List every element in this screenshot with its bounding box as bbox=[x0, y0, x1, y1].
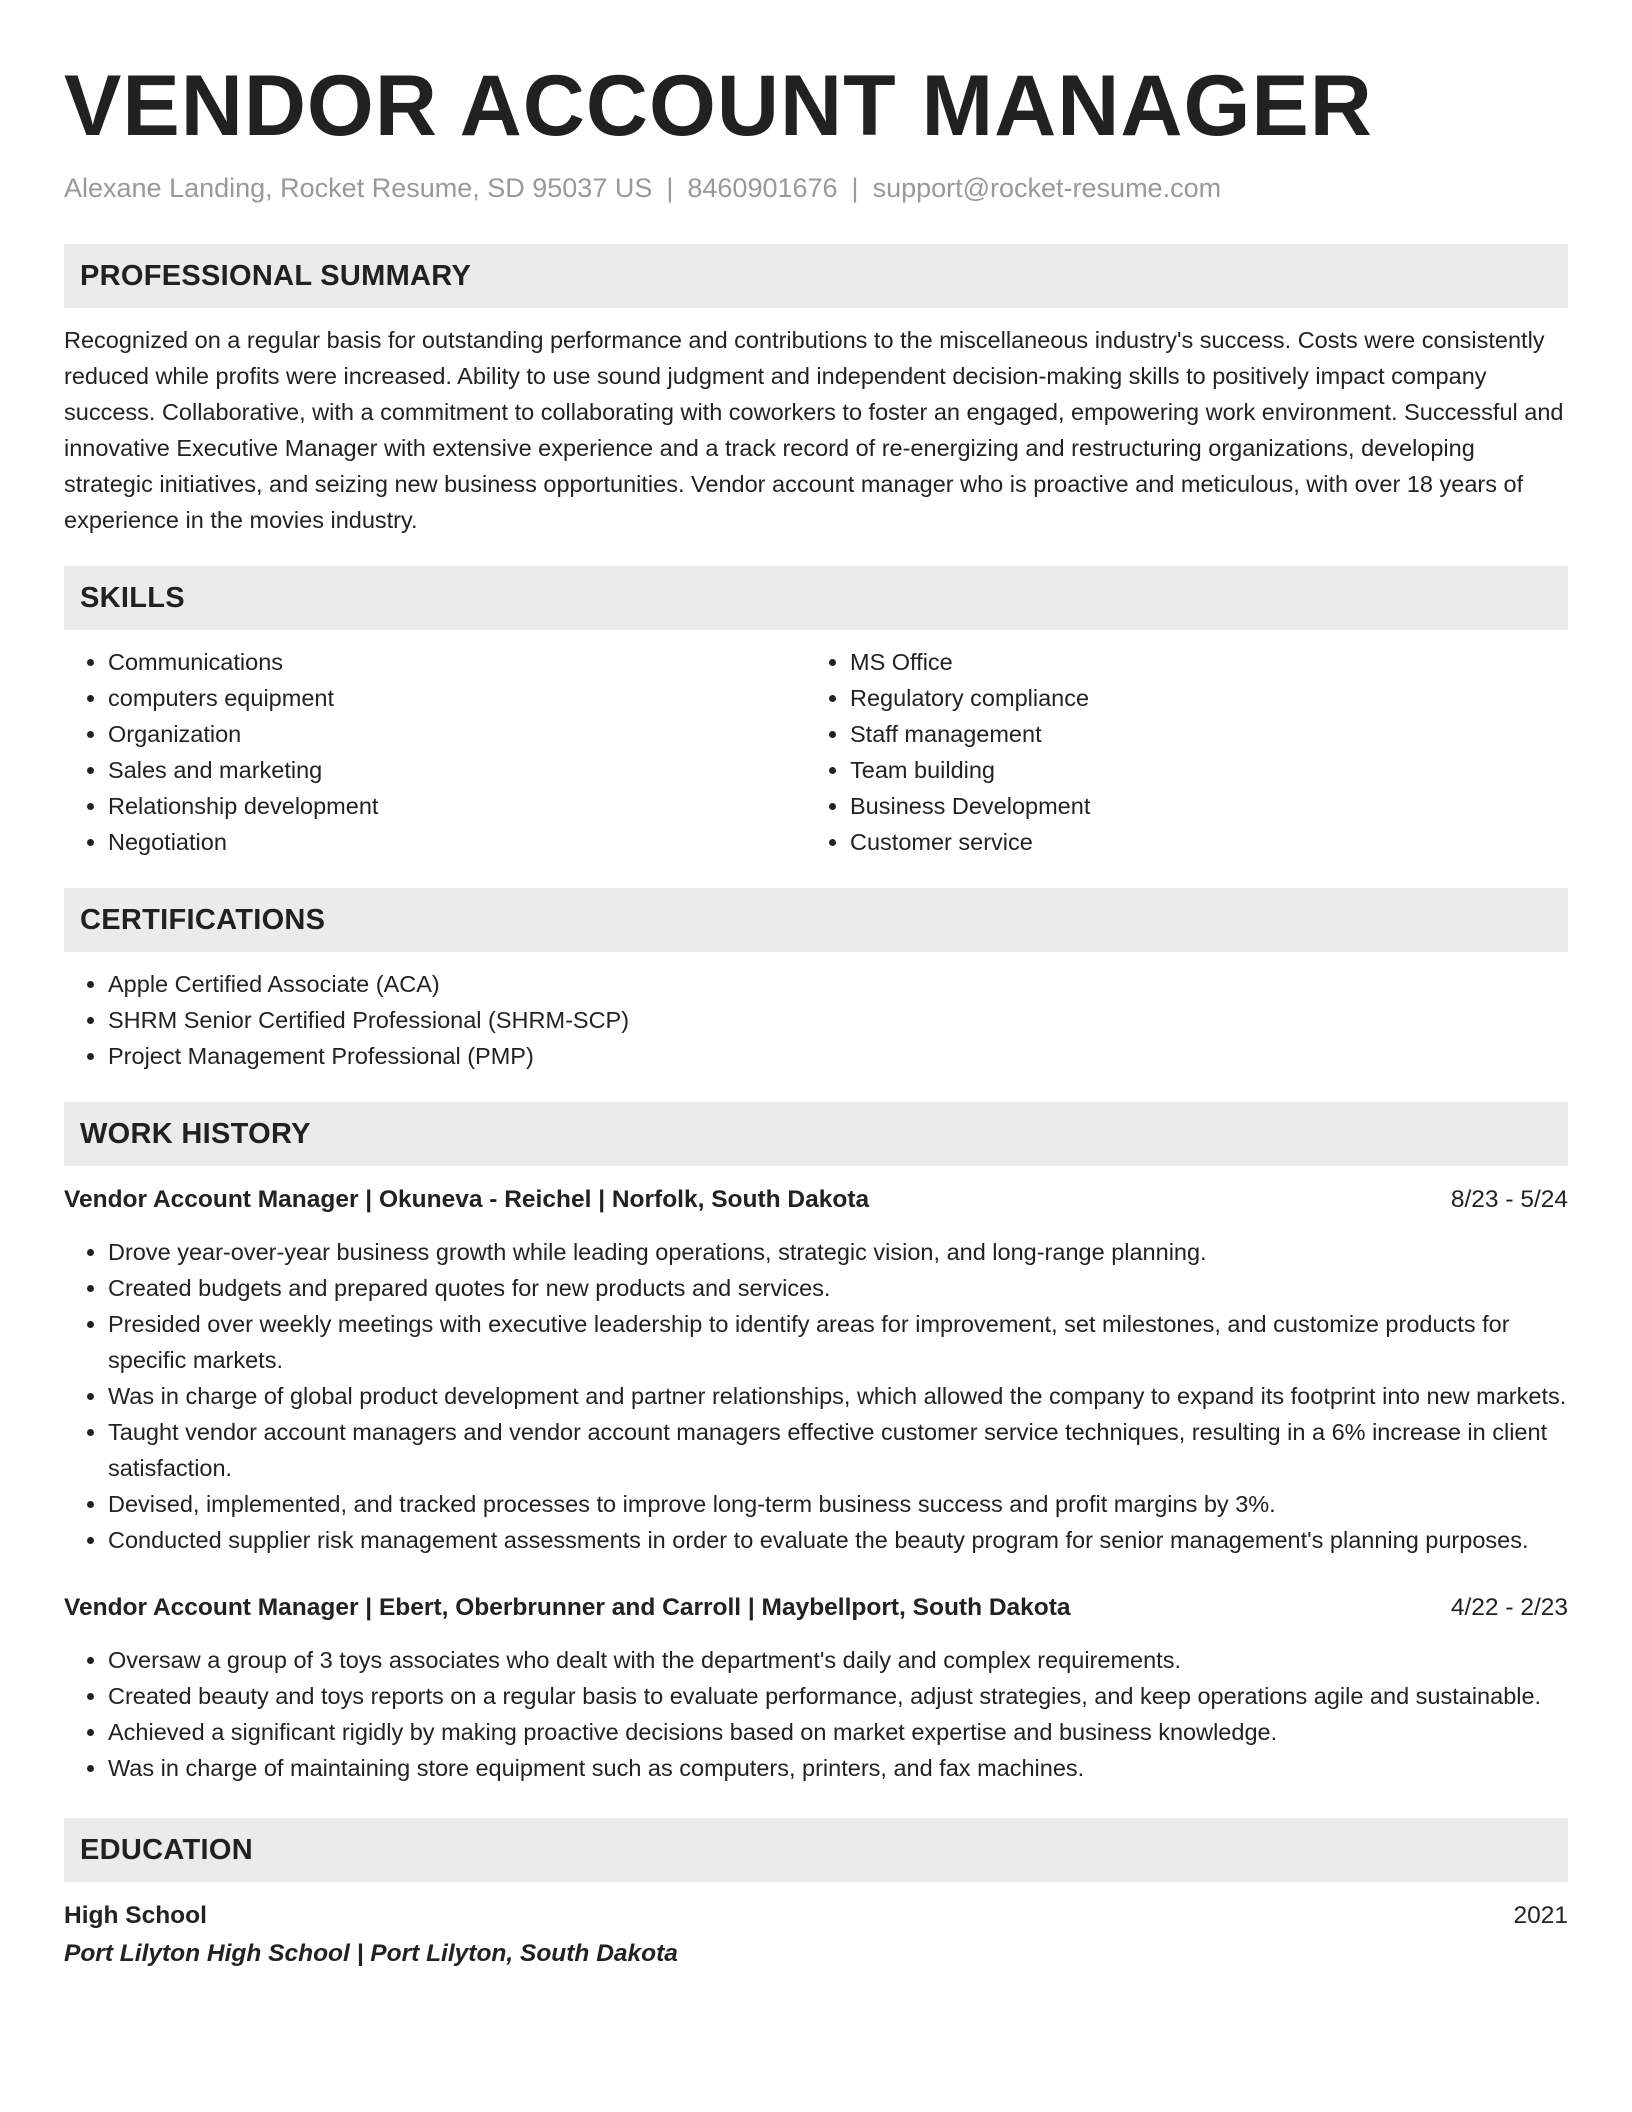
work-history-list bbox=[64, 1182, 1568, 1786]
job-dates: 8/23 - 5/24 bbox=[1450, 1186, 1568, 1213]
skill-item: • Team building bbox=[850, 752, 1548, 788]
job-entry bbox=[64, 1182, 1568, 1558]
job-bullet-list bbox=[64, 1234, 1568, 1558]
job-bullet: • Taught vendor account managers and vendor account managers effective customer service techniques, resulting in a 6% increase in client satisfaction. bbox=[108, 1414, 1568, 1486]
job-bullet: • Was in charge of maintaining store equipment such as computers, printers, and fax machines. bbox=[108, 1750, 1568, 1786]
certification-item: • Apple Certified Associate (ACA) bbox=[108, 966, 1568, 1002]
education-header bbox=[64, 1898, 1568, 1934]
skills-column-left bbox=[64, 644, 806, 860]
contact-address: Alexane Landing, Rocket Resume, SD 95037 US bbox=[64, 173, 653, 203]
job-bullet: • Presided over weekly meetings with executive leadership to identify areas for improvement, set milestones, and customize products for specific markets. bbox=[108, 1306, 1568, 1378]
section-header-skills: SKILLS bbox=[64, 566, 1568, 630]
skill-item: • Relationship development bbox=[108, 788, 806, 824]
section-header-work-history: WORK HISTORY bbox=[64, 1102, 1568, 1166]
job-bullet: • Devised, implemented, and tracked processes to improve long-term business success and profit margins by 3%. bbox=[108, 1486, 1568, 1522]
job-dates: 4/22 - 2/23 bbox=[1450, 1594, 1568, 1621]
skill-item: • MS Office bbox=[850, 644, 1548, 680]
job-bullet: • Drove year-over-year business growth while leading operations, strategic vision, and long-range planning. bbox=[108, 1234, 1568, 1270]
job-bullet: • Conducted supplier risk management assessments in order to evaluate the beauty program for senior management's planning purposes. bbox=[108, 1522, 1568, 1558]
education-school: Port Lilyton High School | Port Lilyton, South Dakota bbox=[64, 1940, 678, 1967]
skill-item: • Communications bbox=[108, 644, 806, 680]
contact-line bbox=[64, 170, 1568, 206]
job-bullet-list bbox=[64, 1642, 1568, 1786]
skill-item: • Negotiation bbox=[108, 824, 806, 860]
job-bullet: • Was in charge of global product development and partner relationships, which allowed the company to expand its footprint into new markets. bbox=[108, 1378, 1568, 1414]
education-degree: High School bbox=[64, 1902, 207, 1929]
skill-item: • Organization bbox=[108, 716, 806, 752]
job-bullet: • Created beauty and toys reports on a regular basis to evaluate performance, adjust strategies, and keep operations agile and sustainable. bbox=[108, 1678, 1568, 1714]
skill-item: • Customer service bbox=[850, 824, 1548, 860]
skills-list bbox=[64, 644, 1568, 860]
job-title: Vendor Account Manager | Okuneva - Reichel | Norfolk, South Dakota bbox=[64, 1186, 870, 1213]
job-bullet: • Created budgets and prepared quotes for new products and services. bbox=[108, 1270, 1568, 1306]
job-title: Vendor Account Manager | Ebert, Oberbrunner and Carroll | Maybellport, South Dakota bbox=[64, 1594, 1071, 1621]
skill-item: • Business Development bbox=[850, 788, 1548, 824]
summary-text: Recognized on a regular basis for outstanding performance and contributions to the miscellaneous industry's success. Costs were consistently reduced while profits were increased. Ability to use sound judgment and independent decision-making skills to positively impact company success. Collaborative, with a commitment to collaborating with coworkers to foster an engaged, empowering work environment. Successful and innovative Executive Manager with extensive experience and a track record of re-energizing and restructuring organizations, developing strategic initiatives, and seizing new business opportunities. Vendor account manager who is proactive and meticulous, with over 18 years of experience in the movies industry. bbox=[64, 327, 1564, 533]
contact-separator: | bbox=[666, 173, 674, 203]
job-header bbox=[64, 1590, 1568, 1626]
skill-item: • Staff management bbox=[850, 716, 1548, 752]
job-bullet: • Achieved a significant rigidly by making proactive decisions based on market expertise and business knowledge. bbox=[108, 1714, 1568, 1750]
job-bullet: • Oversaw a group of 3 toys associates who dealt with the department's daily and complex requirements. bbox=[108, 1642, 1568, 1678]
job-entry bbox=[64, 1590, 1568, 1786]
certifications-list bbox=[64, 966, 1568, 1074]
certification-item: • SHRM Senior Certified Professional (SHRM-SCP) bbox=[108, 1002, 1568, 1038]
contact-phone[interactable]: 8460901676 bbox=[687, 173, 838, 203]
contact-email[interactable]: support@rocket-resume.com bbox=[872, 173, 1222, 203]
skill-item: • Regulatory compliance bbox=[850, 680, 1548, 716]
skill-item: • computers equipment bbox=[108, 680, 806, 716]
skill-item: • Sales and marketing bbox=[108, 752, 806, 788]
education-entry bbox=[64, 1898, 1568, 1972]
education-year: 2021 bbox=[1513, 1902, 1568, 1929]
section-header-education: EDUCATION bbox=[64, 1818, 1568, 1882]
section-header-summary: PROFESSIONAL SUMMARY bbox=[64, 244, 1568, 308]
section-header-certifications: CERTIFICATIONS bbox=[64, 888, 1568, 952]
certification-item: • Project Management Professional (PMP) bbox=[108, 1038, 1568, 1074]
resume-name-title: VENDOR ACCOUNT MANAGER bbox=[64, 58, 1373, 154]
job-header bbox=[64, 1182, 1568, 1218]
resume-page bbox=[64, 0, 1568, 1972]
skills-column-right bbox=[806, 644, 1548, 860]
contact-separator: | bbox=[851, 173, 859, 203]
